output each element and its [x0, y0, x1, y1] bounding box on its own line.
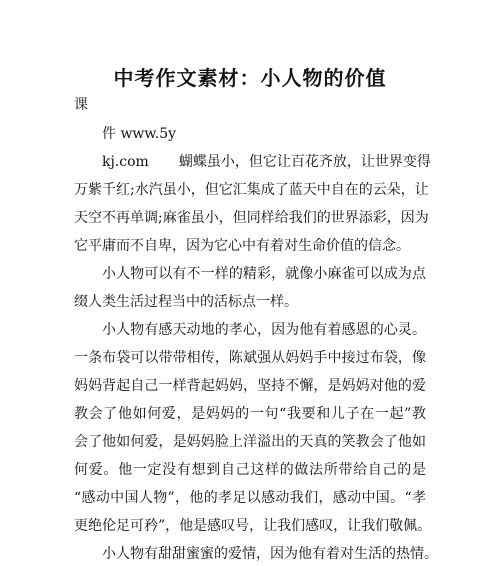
text-line: 一条布袋可以带带相传，陈斌强从妈妈手中接过布袋，像 [74, 350, 426, 366]
text-line: 缀人类生活过程当中的活标点一样。 [74, 294, 298, 310]
text-line: 万紫千红;水汽虽小，但它汇集成了蓝天中自在的云朵，让 [74, 182, 429, 198]
text-line: 小人物可以有不一样的精彩，就像小麻雀可以成为点 [102, 266, 426, 282]
page-title: 中考作文素材：小人物的价值 [113, 66, 387, 90]
text-line: 课 [74, 97, 88, 113]
text-line: “感动中国人物”，他的孝足以感动我们，感动中国。“孝 [74, 490, 426, 506]
text-line: 何爱。他一定没有想到自己这样的做法所带给自己的是 [74, 462, 426, 478]
text-line: 教会了他如何爱，是妈妈的一句“我要和儿子在一起”教 [74, 406, 426, 422]
text-line: 它平庸而不自卑，因为它心中有着对生命价值的信念。 [74, 238, 410, 254]
text-line: 更绝伦足可矜”，他是感叹号，让我们感叹，让我们敬佩。 [74, 518, 432, 534]
text-line: 小人物有甜甜蜜蜜的爱情，因为他有着对生活的热情。 [102, 546, 438, 562]
text-line [102, 154, 431, 170]
text-line: 小人物有感天动地的孝心，因为他有着感恩的心灵。 [102, 322, 426, 338]
text-line: 天空不再单调;麻雀虽小，但同样给我们的世界添彩，因为 [74, 210, 429, 226]
text-fragment: 蝴蝶虽小，但它让百花齐放，让世界变得 [178, 154, 431, 170]
text-line: 件 www.5y [102, 126, 177, 142]
text-fragment: kj.com [102, 154, 149, 170]
text-line: 会了他如何爱，是妈妈脸上洋溢出的天真的笑教会了他如 [74, 434, 426, 450]
text-line: 妈妈背起自己一样背起妈妈，坚持不懈，是妈妈对他的爱 [74, 378, 426, 394]
